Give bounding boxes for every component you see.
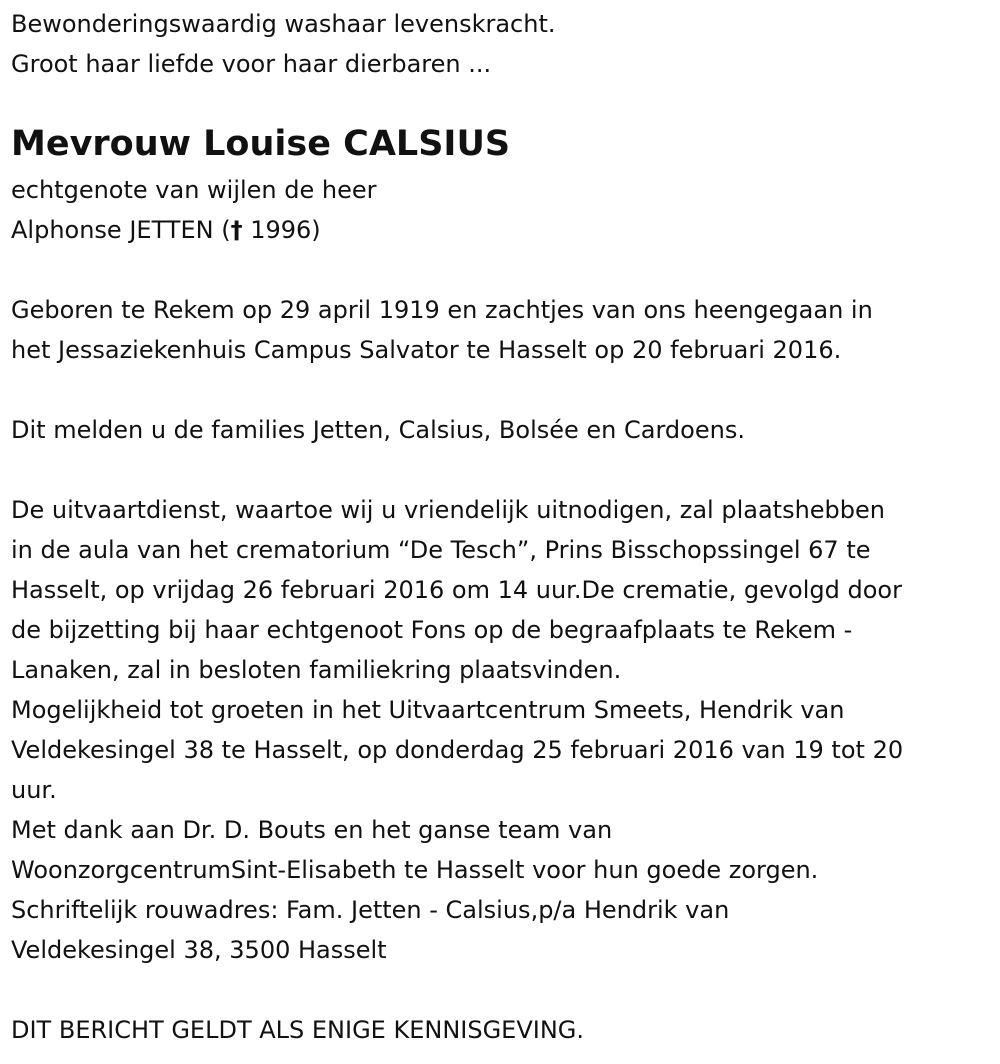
details-line-11: Schriftelijk rouwadres: Fam. Jetten - Calsius,p/a Hendrik van xyxy=(11,896,730,924)
details-line-10: WoonzorgcentrumSint-Elisabeth te Hasselt voor hun goede zorgen. xyxy=(11,856,819,884)
details-line-7: Veldekesingel 38 te Hasselt, op donderdag 25 februari 2016 van 19 tot 20 xyxy=(11,736,904,764)
intro-line-1: Bewonderingswaardig washaar levenskracht. xyxy=(11,10,556,38)
spouse-line-1: echtgenote van wijlen de heer xyxy=(11,176,377,204)
spacer xyxy=(11,450,1000,490)
details-line-9: Met dank aan Dr. D. Bouts en het ganse team van xyxy=(11,816,613,844)
details-line-5: Lanaken, zal in besloten familiekring plaatsvinden. xyxy=(11,656,622,684)
birth-line-2: het Jessaziekenhuis Campus Salvator te Hasselt op 20 februari 2016. xyxy=(11,336,842,364)
spacer xyxy=(11,970,1000,1010)
spouse-name: Alphonse JETTEN ( xyxy=(11,216,231,244)
details-line-6: Mogelijkheid tot groeten in het Uitvaartcentrum Smeets, Hendrik van xyxy=(11,696,845,724)
families-line: Dit melden u de families Jetten, Calsius, Bolsée en Cardoens. xyxy=(11,416,745,444)
details-line-12: Veldekesingel 38, 3500 Hasselt xyxy=(11,936,387,964)
details-line-1: De uitvaartdienst, waartoe wij u vriendelijk uitnodigen, zal plaatshebben xyxy=(11,496,885,524)
cross-icon: † xyxy=(230,216,243,244)
spacer xyxy=(11,250,1000,290)
details-line-4: de bijzetting bij haar echtgenoot Fons op de begraafplaats te Rekem - xyxy=(11,616,853,644)
spouse-death-year: 1996) xyxy=(250,216,321,244)
birth-line-1: Geboren te Rekem op 29 april 1919 en zachtjes van ons heengegaan in xyxy=(11,296,873,324)
spouse-line-2 xyxy=(11,210,1000,250)
spacer xyxy=(11,370,1000,410)
details-line-8: uur. xyxy=(11,776,57,804)
closing-line: DIT BERICHT GELDT ALS ENIGE KENNISGEVING. xyxy=(11,1016,585,1044)
details-line-2: in de aula van het crematorium “De Tesch”, Prins Bisschopssingel 67 te xyxy=(11,536,871,564)
details-line-3: Hasselt, op vrijdag 26 februari 2016 om 14 uur.De crematie, gevolgd door xyxy=(11,576,902,604)
deceased-name: Mevrouw Louise CALSIUS xyxy=(11,124,511,164)
intro-line-2: Groot haar liefde voor haar dierbaren ... xyxy=(11,50,492,78)
